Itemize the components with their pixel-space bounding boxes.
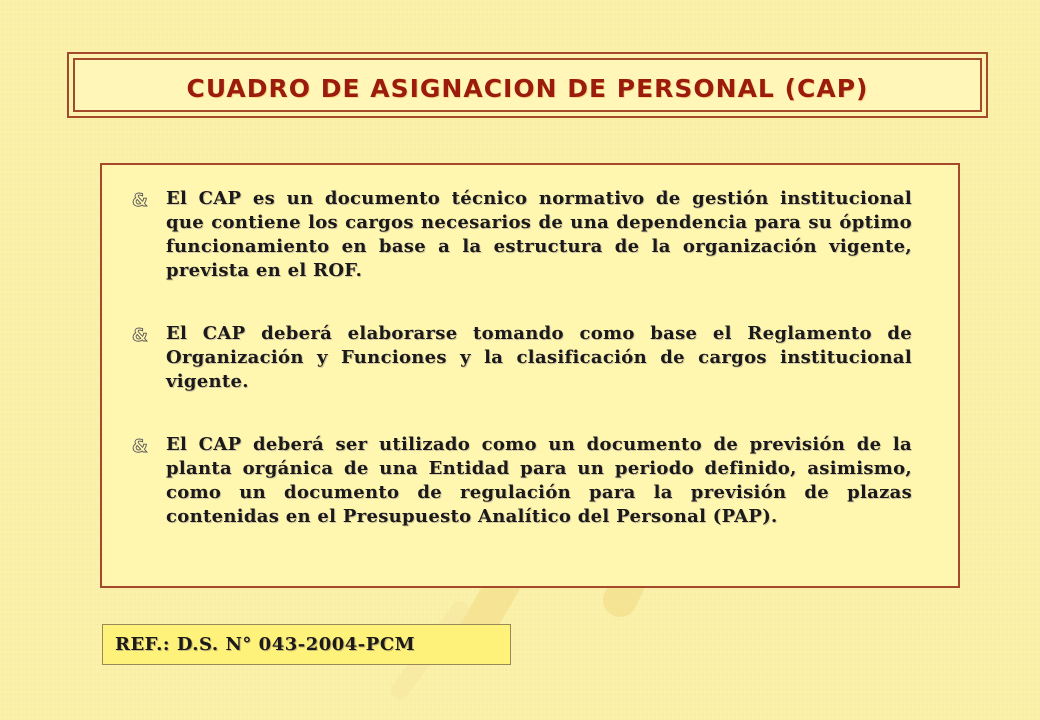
svg-text:&: & bbox=[132, 325, 148, 346]
ampersand-bullet-icon bbox=[128, 324, 166, 346]
content-box bbox=[100, 163, 960, 588]
svg-text:&: & bbox=[132, 436, 148, 457]
page-title: cuadro de asignacion de personal (cap) bbox=[186, 64, 869, 106]
ampersand-bullet-icon bbox=[128, 435, 166, 457]
bullet-text: El CAP deberá ser utilizado como un documento de previsión de la planta orgánica de una Entidad para un periodo definido, asimismo, como un documento de regulación para la previsión de plazas contenidas en el Presupuesto Analítico del Personal (PAP). bbox=[166, 434, 912, 527]
bullet-item bbox=[128, 187, 912, 283]
svg-text:&: & bbox=[132, 190, 148, 211]
bullet-text: El CAP deberá elaborarse tomando como base el Reglamento de Organización y Funciones y la clasificación de cargos institucional vigente. bbox=[166, 323, 912, 392]
title-inner-frame bbox=[73, 58, 982, 112]
reference-box bbox=[102, 624, 511, 665]
bullet-item bbox=[128, 322, 912, 394]
bullet-text: El CAP es un documento técnico normativo de gestión institucional que contiene los cargos necesarios de una dependencia para su óptimo funcionamiento en base a la estructura de la organización vigente, prevista en el ROF. bbox=[166, 188, 912, 281]
title-frame bbox=[67, 52, 988, 118]
ampersand-bullet-icon bbox=[128, 189, 166, 211]
reference-text: REF.: D.S. N° 043-2004-PCM bbox=[115, 634, 416, 655]
bullet-item bbox=[128, 433, 912, 529]
